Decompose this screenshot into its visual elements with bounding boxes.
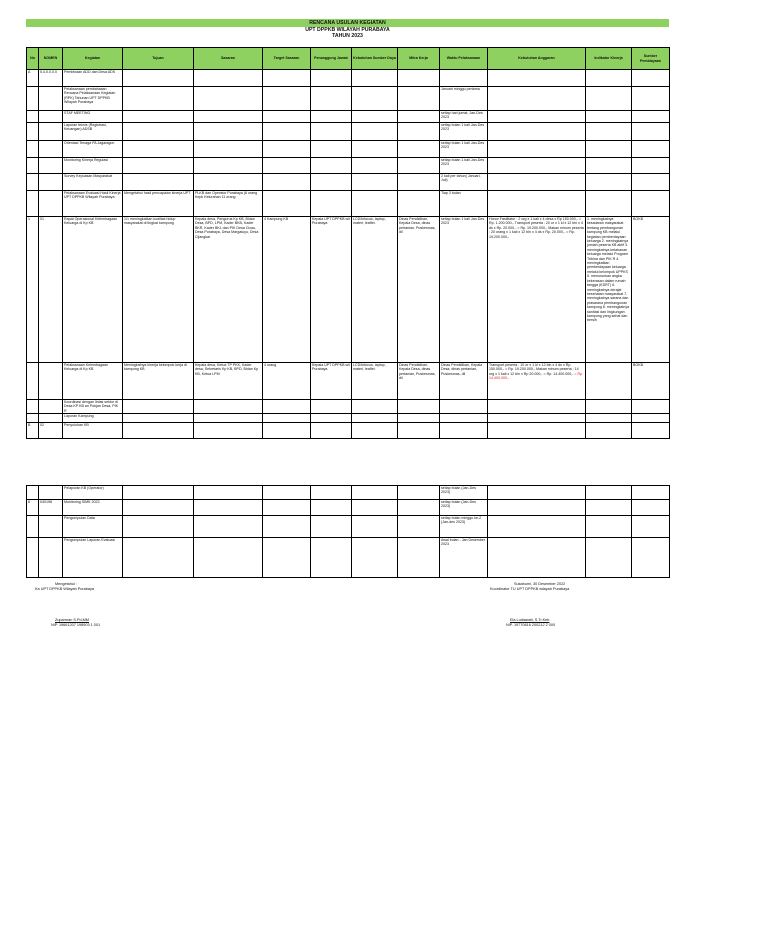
cell-empty	[586, 486, 632, 500]
cell-pj	[311, 174, 352, 191]
signature-left-name: Zuparman S.Pd,MM	[55, 618, 89, 622]
cell-no	[27, 111, 39, 123]
cell-mitra	[398, 111, 440, 123]
cell-indikator	[586, 111, 632, 123]
cell-nomen	[39, 486, 63, 500]
cell-sumber	[632, 191, 670, 217]
cell-waktu: setiap bulan (Jan-Des 2023)	[440, 500, 488, 516]
cell-pj	[311, 191, 352, 217]
cell-tujuan	[123, 174, 194, 191]
signature-right-name: Ela Ludiawati, S.Tr.Keb	[510, 618, 550, 622]
activity-table-continued	[26, 485, 670, 578]
cell-target	[263, 400, 311, 414]
cell-target	[263, 423, 311, 439]
cell-waktu	[440, 414, 488, 423]
cell-ksd	[352, 111, 398, 123]
cell-waktu	[440, 400, 488, 414]
cell-waktu: setiap bulan 1 kali Jan-Des 2023	[440, 123, 488, 141]
signature-left-nip: NIP. 19661207 198903 1 001	[51, 623, 101, 627]
cell-nomen	[39, 123, 63, 141]
cell-empty	[398, 538, 440, 578]
cell-indikator	[586, 363, 632, 400]
signature-right-date: Sukabumi, 30 Desember 2022	[514, 582, 566, 586]
cell-kegiatan: Pengumpulan Data	[63, 516, 123, 538]
cell-target	[263, 158, 311, 174]
cell-tujuan	[123, 423, 194, 439]
cell-kegiatan: Koordinasi dengan lintas sektor di Desa KP KB an Pokjan Desa, PIK R	[63, 400, 123, 414]
cell-target	[263, 191, 311, 217]
cell-waktu: setiap bulan 1 kali Jan-Des 2023	[440, 141, 488, 158]
cell-waktu: Tiap 3 bulan	[440, 191, 488, 217]
cell-kegiatan: Laporan teknis (Registrasi, Keuangan) ADSB	[63, 123, 123, 141]
col-header: Indikator Kinerja	[586, 48, 632, 70]
cell-nomen	[39, 363, 63, 400]
cell-anggaran	[488, 87, 586, 111]
cell-anggaran	[488, 141, 586, 158]
cell-ksd	[352, 141, 398, 158]
cell-mitra	[398, 400, 440, 414]
cell-empty	[398, 486, 440, 500]
cell-nomen: 040198	[39, 500, 63, 516]
cell-anggaran	[488, 123, 586, 141]
cell-kegiatan: Pelaporan KB (Operator)	[63, 486, 123, 500]
cell-empty	[488, 486, 586, 500]
table-row	[27, 70, 670, 87]
cell-empty	[311, 538, 352, 578]
cell-indikator	[586, 87, 632, 111]
cell-empty	[352, 538, 398, 578]
cell-kegiatan: Laporan Kampung	[63, 414, 123, 423]
cell-kegiatan: Pelaksanaan pembahasan Rencana Pelaksanaan Kegiatan (RPK) Tahunan UPT DPPKB Wilayah Purabaya	[63, 87, 123, 111]
cell-sasaran	[194, 87, 263, 111]
cell-nomen	[39, 141, 63, 158]
cell-no: 1	[27, 217, 39, 363]
cell-sumber	[632, 141, 670, 158]
table-row	[27, 538, 670, 578]
cell-target	[263, 123, 311, 141]
cell-sumber	[632, 123, 670, 141]
cell-pj	[311, 141, 352, 158]
cell-waktu: setiap hari jumat, Jan-Des 2023	[440, 111, 488, 123]
cell-ksd	[352, 158, 398, 174]
cell-sasaran	[194, 141, 263, 158]
cell-anggaran	[488, 70, 586, 87]
cell-nomen	[39, 87, 63, 111]
table-header-row	[27, 48, 670, 70]
cell-mitra	[398, 423, 440, 439]
report-year: TAHUN 2023	[332, 33, 363, 39]
cell-ksd	[352, 87, 398, 111]
cell-no	[27, 123, 39, 141]
cell-empty	[352, 486, 398, 500]
table-row	[27, 400, 670, 414]
cell-empty	[586, 516, 632, 538]
cell-no	[27, 191, 39, 217]
cell-kegiatan: Pelaksanaan Evaluasi Hasil Kinerja UPT DPPKB Wilayah Purabaya	[63, 191, 123, 217]
cell-mitra	[398, 123, 440, 141]
cell-kegiatan: Monitoring SIMK 2023	[63, 500, 123, 516]
cell-empty	[632, 486, 670, 500]
cell-sasaran	[194, 414, 263, 423]
cell-sasaran: PLKB dan Operator Purabaya (6 orang Kepk Kelurahan 11 orang	[194, 191, 263, 217]
cell-pj	[311, 423, 352, 439]
cell-sumber	[632, 423, 670, 439]
cell-tujuan	[123, 400, 194, 414]
cell-no	[27, 174, 39, 191]
cell-nomen	[39, 538, 63, 578]
table-row	[27, 158, 670, 174]
cell-kegiatan: STAF MEETING	[63, 111, 123, 123]
cell-ksd	[352, 423, 398, 439]
cell-kegiatan: Pembinaan ADD dan Desa ADS	[63, 70, 123, 87]
cell-anggaran	[488, 400, 586, 414]
cell-empty	[632, 516, 670, 538]
cell-text: Transport peserta : 10 or x 1 kl x 12 bln x 4 ds x Rp. 150.000,- = Rp. 19.200.000,- Makan minum peserta : 14 org x 1 kali x 12 bln x Rp 20.000,- = Rp. 14.400.000,-	[489, 363, 579, 376]
cell-ksd	[352, 123, 398, 141]
table-row	[27, 363, 670, 400]
cell-mitra	[398, 191, 440, 217]
cell-indikator	[586, 141, 632, 158]
cell-empty	[263, 516, 311, 538]
cell-kegiatan: Penyuluhan KB	[63, 423, 123, 439]
cell-nomen	[39, 111, 63, 123]
cell-mitra	[398, 158, 440, 174]
cell-pj	[311, 414, 352, 423]
cell-empty	[352, 500, 398, 516]
cell-waktu	[440, 423, 488, 439]
cell-no	[27, 538, 39, 578]
cell-ksd	[352, 191, 398, 217]
signature-right	[490, 582, 570, 628]
col-header: Target Sasaran	[263, 48, 311, 70]
cell-text-highlight: = Rp. 14.400.000,-	[489, 371, 584, 381]
cell-kegiatan: Monitoring Kinerja Regulasi	[63, 158, 123, 174]
cell-target	[263, 414, 311, 423]
cell-anggaran	[488, 111, 586, 123]
cell-sumber	[632, 414, 670, 423]
cell-indikator: 1. meningkatnya kesadaran masyarakat tentang pembangunan kampung KB melalui kegiatan pemberdayaan keluarga 2. meningkatnya jumlah peserta KB aktif 3. meningkatnya ketahanan keluarga melalui Program Tribina dan PIK R 4. meningkatkan pemberdayaan keluarga melalui kelompok UPPKS 5. menurunkan angka kekerasan dalam rumah tangga (KDRT) 6. meningkatnya derajat kesehatan masyarakat 7. meningkatnya sarana dan prasarana pembangunan kampung 8. meningkatnya sanitasi dan lingkungan kampung yang sehat dan bersih	[586, 217, 632, 363]
cell-pj: Kepala UPT DPPKB wil Purabaya	[311, 363, 352, 400]
cell-ksd	[352, 414, 398, 423]
cell-anggaran	[488, 158, 586, 174]
cell-empty	[311, 516, 352, 538]
cell-waktu: setiap bulan 1 kali Jan-Des 2023	[440, 217, 488, 363]
cell-no	[27, 158, 39, 174]
cell-no	[27, 516, 39, 538]
cell-target: 4 orang	[263, 363, 311, 400]
table-row	[27, 423, 670, 439]
cell-no	[27, 400, 39, 414]
cell-ksd: LCD/Infocus, laptop, materi, leaflet.	[352, 363, 398, 400]
cell-sumber	[632, 87, 670, 111]
col-header: Waktu Pelaksanaan	[440, 48, 488, 70]
cell-anggaran	[488, 414, 586, 423]
cell-nomen: 01	[39, 217, 63, 363]
cell-empty	[263, 486, 311, 500]
cell-indikator	[586, 423, 632, 439]
cell-waktu: 2 kali per tahun( Januari, Juli)	[440, 174, 488, 191]
cell-anggaran	[488, 363, 586, 400]
cell-anggaran	[488, 174, 586, 191]
cell-pj	[311, 111, 352, 123]
cell-empty	[194, 538, 263, 578]
cell-target	[263, 141, 311, 158]
cell-waktu: setiap bulan minggu ke-2 (Jan-des 2023)	[440, 516, 488, 538]
activity-table	[26, 47, 670, 439]
table-row	[27, 191, 670, 217]
cell-nomen: 5.4.0.0.0.0	[39, 70, 63, 87]
cell-nomen	[39, 414, 63, 423]
cell-nomen	[39, 516, 63, 538]
cell-tujuan: Meningkatnya kinerja kelompok kerja di kampung KB	[123, 363, 194, 400]
cell-empty	[194, 500, 263, 516]
cell-empty	[311, 500, 352, 516]
cell-no	[27, 363, 39, 400]
cell-pj	[311, 123, 352, 141]
cell-empty	[488, 516, 586, 538]
cell-nomen	[39, 191, 63, 217]
cell-ksd	[352, 70, 398, 87]
cell-empty	[398, 516, 440, 538]
signature-right-position: Koordinator TU UPT DPPKB wilayah Purabaya	[490, 587, 570, 591]
signature-left-label: Mengetahui :	[55, 582, 77, 586]
cell-sumber	[632, 111, 670, 123]
cell-nomen: 02	[39, 423, 63, 439]
cell-sasaran: Kepala desa, Pengurus Kp KB, Bidan Desa, BPD, LPM, Kader BKB, Kader BKR, Kader BKL dan PIK Desa Cicau, Desa Purabaya, Desa Margaluyu, Desa Cijangkar	[194, 217, 263, 363]
col-header: No	[27, 48, 39, 70]
cell-kegiatan: Pengumpulan Laporan Evaluasi	[63, 538, 123, 578]
col-header: Penanggung Jawab	[311, 48, 352, 70]
cell-tujuan	[123, 70, 194, 87]
cell-indikator	[586, 400, 632, 414]
cell-nomen	[39, 400, 63, 414]
col-header: Kegiatan	[63, 48, 123, 70]
cell-target	[263, 111, 311, 123]
cell-no	[27, 486, 39, 500]
report-org: UPT DPPKB WILAYAH PURABAYA	[305, 27, 390, 33]
cell-indikator	[586, 123, 632, 141]
cell-sumber	[632, 158, 670, 174]
cell-sasaran	[194, 174, 263, 191]
cell-mitra	[398, 414, 440, 423]
cell-mitra	[398, 70, 440, 87]
col-header: NOMEN	[39, 48, 63, 70]
cell-empty	[632, 538, 670, 578]
cell-target	[263, 70, 311, 87]
table-row	[27, 87, 670, 111]
table-row	[27, 516, 670, 538]
cell-mitra: Dinas Pendidikan, Kepala Desa, dinas pertanian, Puskesmas, dll	[398, 363, 440, 400]
cell-empty	[123, 516, 194, 538]
cell-tujuan: 1/1 meningkatkan kualitas hidup masyarakat di tingkat kampung	[123, 217, 194, 363]
cell-sasaran	[194, 400, 263, 414]
cell-empty	[123, 500, 194, 516]
cell-nomen	[39, 174, 63, 191]
cell-empty	[194, 486, 263, 500]
cell-tujuan	[123, 111, 194, 123]
table-row	[27, 500, 670, 516]
cell-empty	[586, 538, 632, 578]
cell-sasaran	[194, 158, 263, 174]
cell-indikator	[586, 158, 632, 174]
cell-pj	[311, 87, 352, 111]
signature-left-position: Ka UPT DPPKB Wilayah Purabaya	[35, 587, 95, 591]
cell-empty	[586, 500, 632, 516]
cell-empty	[123, 486, 194, 500]
cell-waktu: Dinas Pendidikan, Kepala Desa, dinas pertanian, Puskesmas, dll	[440, 363, 488, 400]
cell-anggaran	[488, 423, 586, 439]
cell-empty	[263, 538, 311, 578]
cell-mitra	[398, 174, 440, 191]
cell-tujuan: Mengetahui hasil pencapaian kinerja UPT	[123, 191, 194, 217]
cell-sasaran	[194, 111, 263, 123]
cell-empty	[398, 500, 440, 516]
signature-right-nip: NIP. 19770816 200212 2 000	[506, 623, 556, 627]
cell-kegiatan: Orientasi Tenaga PA Jagaragun	[63, 141, 123, 158]
cell-target	[263, 174, 311, 191]
cell-anggaran: Honor Fasilitator : 2 org x 1 kali x 4 desa x Rp 150.000,- = Rp. 1.200.000,- Transport peserta : 20 or x 1 kl x 12 bln x 4 ds x Rp. 20.000,- = Rp. 19.200.000,- Makan minum peserta : 20 orang x 1 kali x 12 bln x 4 ds x Rp. 20.000,- = Rp. 19.200.000,-	[488, 217, 586, 363]
cell-waktu: setiap bulan (Jan-Des 2023)	[440, 486, 488, 500]
cell-no: A	[27, 70, 39, 87]
table-row	[27, 174, 670, 191]
cell-sasaran: Kepala desa, Ketua TP PKK, Kader desa, Sekretaris Kp KB, BPD, Bidan Kp KB, Ketua LPM	[194, 363, 263, 400]
col-header: Kebutuhan Sumber Daya	[352, 48, 398, 70]
cell-sumber: BOKB	[632, 363, 670, 400]
cell-ksd	[352, 400, 398, 414]
col-header: Kebutuhan Anggaran	[488, 48, 586, 70]
cell-tujuan	[123, 414, 194, 423]
cell-tujuan	[123, 87, 194, 111]
col-header: Mitra Kerja	[398, 48, 440, 70]
cell-tujuan	[123, 141, 194, 158]
cell-empty	[194, 516, 263, 538]
cell-empty	[311, 486, 352, 500]
cell-empty	[488, 500, 586, 516]
cell-sumber	[632, 70, 670, 87]
table-row	[27, 217, 670, 363]
cell-indikator	[586, 70, 632, 87]
cell-no	[27, 414, 39, 423]
table-row	[27, 414, 670, 423]
cell-mitra: Dinas Pendidikan, Kepala Desa, dinas pertanian, Puskesmas, dll	[398, 217, 440, 363]
cell-nomen	[39, 158, 63, 174]
cell-no	[27, 87, 39, 111]
cell-sumber	[632, 174, 670, 191]
cell-mitra	[398, 87, 440, 111]
cell-sasaran	[194, 70, 263, 87]
cell-empty	[123, 538, 194, 578]
cell-no	[27, 141, 39, 158]
cell-target: 4 Kampung KB	[263, 217, 311, 363]
cell-pj	[311, 70, 352, 87]
cell-waktu: Awal bulan - Jan Desember 2023	[440, 538, 488, 578]
cell-waktu: setiap bulan 1 kali Jan-Des 2023	[440, 158, 488, 174]
col-header: Sasaran	[194, 48, 263, 70]
cell-empty	[263, 500, 311, 516]
cell-sumber	[632, 400, 670, 414]
cell-indikator	[586, 174, 632, 191]
cell-empty	[352, 516, 398, 538]
cell-no: B	[27, 423, 39, 439]
cell-tujuan	[123, 158, 194, 174]
cell-empty	[488, 538, 586, 578]
cell-tujuan	[123, 123, 194, 141]
cell-mitra	[398, 141, 440, 158]
cell-pj	[311, 400, 352, 414]
cell-ksd: LCD/Infocus, laptop, materi, leaflet.	[352, 217, 398, 363]
cell-target	[263, 87, 311, 111]
cell-ksd	[352, 174, 398, 191]
cell-waktu	[440, 70, 488, 87]
col-header: Tujuan	[123, 48, 194, 70]
cell-sasaran	[194, 123, 263, 141]
table-row	[27, 486, 670, 500]
cell-pj: Kepala UPT DPPKB wil Purabaya	[311, 217, 352, 363]
cell-kegiatan: Survey Kepuasan Masyarakat	[63, 174, 123, 191]
cell-kegiatan: Rapat Operasional Kelembagaan Keluarga di Kp KB	[63, 217, 123, 363]
col-header: Sumber Pembiayaan	[632, 48, 670, 70]
cell-indikator	[586, 414, 632, 423]
signature-left	[35, 582, 101, 628]
cell-sasaran	[194, 423, 263, 439]
report-title: RENCANA USULAN KEGIATAN	[26, 19, 669, 27]
cell-kegiatan: Pelaksanaan Kelembagaan Keluarga di Kp KB	[63, 363, 123, 400]
cell-waktu: Januari minggu pertama	[440, 87, 488, 111]
cell-indikator	[586, 191, 632, 217]
table-row	[27, 123, 670, 141]
cell-pj	[311, 158, 352, 174]
table-row	[27, 141, 670, 158]
cell-anggaran	[488, 191, 586, 217]
table-row	[27, 111, 670, 123]
cell-no: 8	[27, 500, 39, 516]
cell-empty	[632, 500, 670, 516]
cell-sumber: BOKB	[632, 217, 670, 363]
